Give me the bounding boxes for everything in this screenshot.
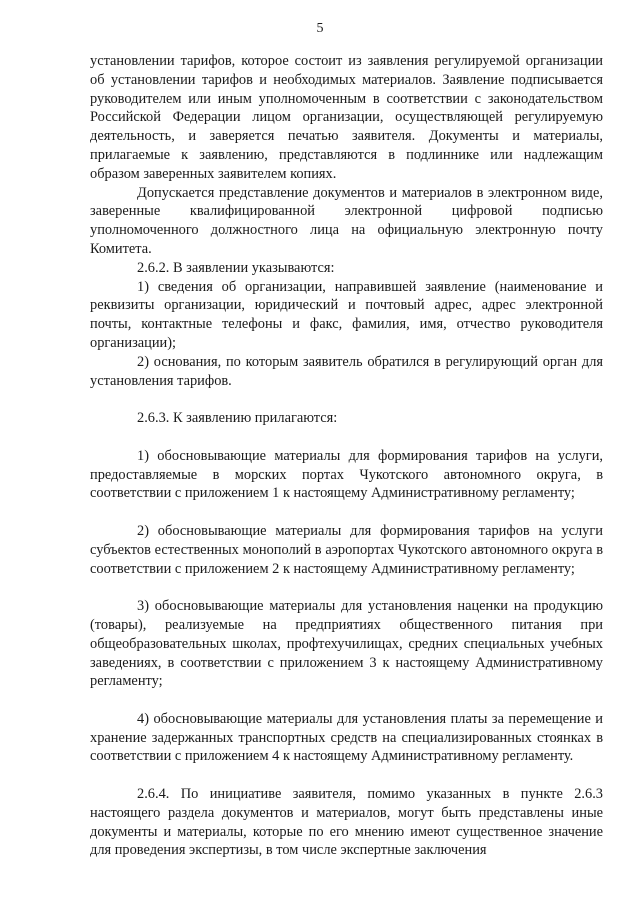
paragraph-2-6-2-heading: 2.6.2. В заявлении указываются: (137, 259, 335, 276)
document-body (90, 52, 603, 860)
paragraph-2-6-3-heading: 2.6.3. К заявлению прилагаются: (137, 410, 338, 427)
paragraph-2-6-2-item-1: 1) сведения об организации, направившей заявление (наименование и реквизиты организации, юридический и почтовый адрес, адрес электронной почты, контактные телефоны и факс, фамилия, имя, отчество руководителя организации); (90, 278, 603, 351)
paragraph-2-6-3-item-3: 3) обосновывающие материалы для установления наценки на продукцию (товары), реализуемые на предприятиях общественного питания при общеобразовательных школах, профтехучилищах, средних специальных учебных заведениях, в соответствии с приложением 3 к настоящему Административному регламенту; (90, 598, 603, 690)
paragraph-2-6-3-item-4: 4) обосновывающие материалы для установления платы за перемещение и хранение задержанных транспортных средств на специализированных стоянках в соответствии с приложением 4 к настоящему Административному регламенту. (90, 710, 603, 765)
paragraph-2-6-3-item-1: 1) обосновывающие материалы для формирования тарифов на услуги, предоставляемые в морских портах Чукотского автономного округа, в соответствии с приложением 1 к настоящему Административному регламенту; (90, 447, 603, 502)
page-number: 5 (316, 21, 324, 36)
paragraph-tariff-application: установлении тарифов, которое состоит из заявления регулируемой организации об установлении тарифов и необходимых материалов. Заявление подписывается руководителем или иным уполномоченным в соответствии с законодательством Российской Федерации лицом организации, осуществляющей регулируемую деятельность, и заверяется печатью заявителя. Документы и материалы, прилагаемые к заявлению, представляются в подлиннике или надлежащим образом заверенных заявителем копиях. (90, 53, 603, 182)
paragraph-electronic-submission: Допускается представление документов и материалов в электронном виде, заверенные квалифицированной электронной цифровой подписью уполномоченного должностного лица на официальную электронную почту Комитета. (90, 184, 603, 257)
paragraph-2-6-3-item-2: 2) обосновывающие материалы для формирования тарифов на услуги субъектов естественных монополий в аэропортах Чукотского автономного округа в соответствии с приложением 2 к настоящему Административному регламенту; (90, 522, 603, 577)
paragraph-2-6-2-item-2: 2) основания, по которым заявитель обратился в регулирующий орган для установления тарифов. (90, 353, 603, 389)
paragraph-2-6-4: 2.6.4. По инициативе заявителя, помимо указанных в пункте 2.6.3 настоящего раздела документов и материалов, могут быть представлены иные документы и материалы, которые по его мнению имеют существенное значение для проведения экспертизы, в том числе экспертные заключения (90, 786, 603, 859)
